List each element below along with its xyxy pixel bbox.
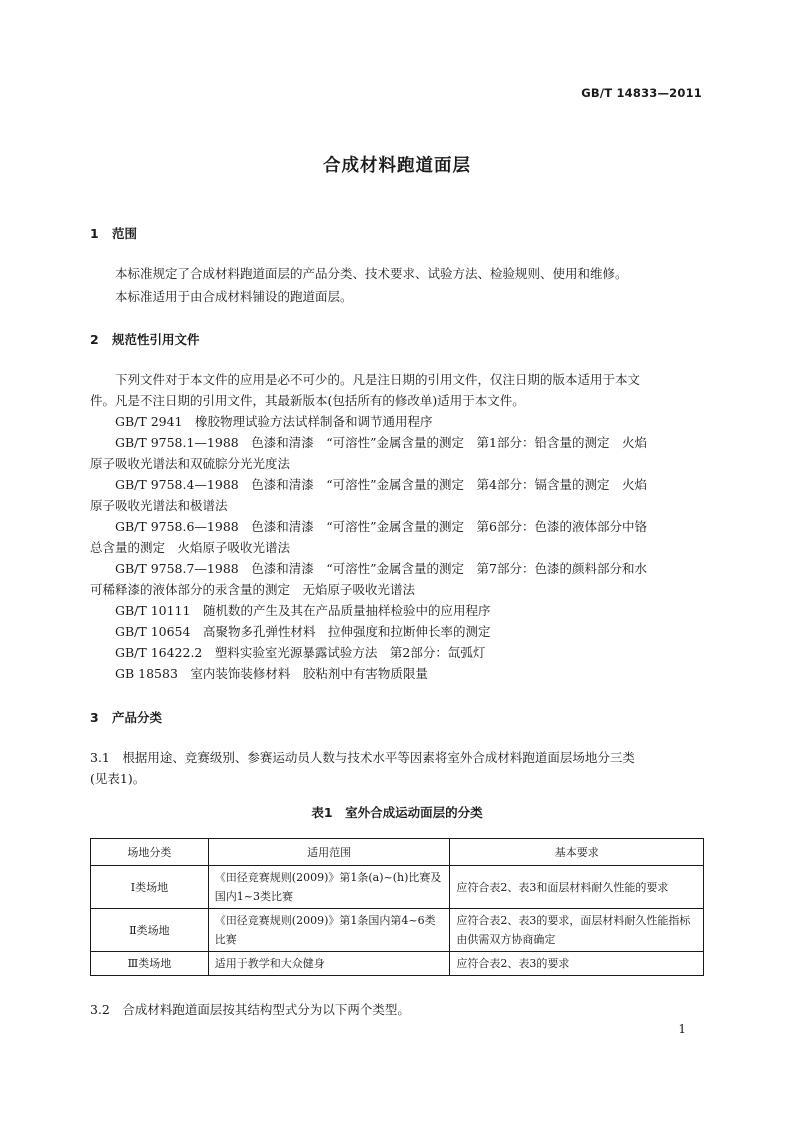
table-1-title: 表1 室外合成运动面层的分类 <box>311 805 483 820</box>
section-title: 规范性引用文件 <box>112 332 200 347</box>
clause-3-1-continuation: (见表1)。 <box>90 771 146 786</box>
clause-3-1: 3.1 根据用途、竞赛级别、参赛运动员人数与技术水平等因素将室外合成材料跑道面层场地分三类 <box>90 750 635 765</box>
reference-entry: GB/T 10111 随机数的产生及其在产品质量抽样检验中的应用程序 <box>115 603 491 618</box>
column-header: 基本要求 <box>450 839 704 866</box>
section-number: 3 <box>90 710 99 725</box>
section-title: 范围 <box>112 226 138 241</box>
reference-entry: GB/T 9758.4—1988 色漆和清漆 “可溶性”金属含量的测定 第4部分：镉含量的测定 火焰 <box>115 477 647 492</box>
table-cell: 应符合表2、表3的要求 <box>450 952 704 976</box>
table-cell: 适用于教学和大众健身 <box>208 952 450 976</box>
column-header: 适用范围 <box>208 839 450 866</box>
page-number: 1 <box>678 1022 686 1036</box>
reference-entry-continuation: 原子吸收光谱法和双硫腙分光光度法 <box>90 456 291 471</box>
table-cell: 应符合表2、表3和面层材料耐久性能的要求 <box>450 866 704 909</box>
paragraph: 件。凡是不注日期的引用文件，其最新版本(包括所有的修改单)适用于本文件。 <box>90 393 525 408</box>
reference-entry: GB/T 10654 高聚物多孔弹性材料 拉伸强度和拉断伸长率的测定 <box>115 624 491 639</box>
reference-entry: GB/T 16422.2 塑料实验室光源暴露试验方法 第2部分：氙弧灯 <box>115 645 486 660</box>
reference-entry-continuation: 可稀释漆的液体部分的汞含量的测定 无焰原子吸收光谱法 <box>90 582 416 597</box>
reference-entry: GB 18583 室内装饰装修材料 胶粘剂中有害物质限量 <box>115 666 428 681</box>
section-2-heading <box>90 330 200 348</box>
table-cell: 应符合表2、表3的要求，面层材料耐久性能指标由供需双方协商确定 <box>450 909 704 952</box>
section-number: 1 <box>90 226 99 241</box>
section-3-heading <box>90 708 162 726</box>
table-cell: 《田径竞赛规则(2009)》第1条(a)~(h)比赛及国内1~3类比赛 <box>208 866 450 909</box>
reference-entry: GB/T 9758.1—1988 色漆和清漆 “可溶性”金属含量的测定 第1部分：铅含量的测定 火焰 <box>115 435 647 450</box>
table-row <box>91 952 704 976</box>
document-title: 合成材料跑道面层 <box>323 156 471 176</box>
classification-table <box>90 838 704 976</box>
paragraph: 下列文件对于本文件的应用是必不可少的。凡是注日期的引用文件，仅注日期的版本适用于本文 <box>115 372 641 387</box>
table-cell: 《田径竞赛规则(2009)》第1条国内第4~6类比赛 <box>208 909 450 952</box>
section-number: 2 <box>90 332 99 347</box>
reference-entry: GB/T 2941 橡胶物理试验方法试样制备和调节通用程序 <box>115 414 433 429</box>
reference-entry: GB/T 9758.6—1988 色漆和清漆 “可溶性”金属含量的测定 第6部分：色漆的液体部分中铬 <box>115 519 647 534</box>
table-row <box>91 909 704 952</box>
clause-3-2: 3.2 合成材料跑道面层按其结构型式分为以下两个类型。 <box>90 1002 410 1017</box>
table-row <box>91 866 704 909</box>
section-1-heading <box>90 224 137 242</box>
section-title: 产品分类 <box>112 710 163 725</box>
column-header: 场地分类 <box>91 839 209 866</box>
reference-entry-continuation: 总含量的测定 火焰原子吸收光谱法 <box>90 540 291 555</box>
table-header-row <box>91 839 704 866</box>
paragraph: 本标准适用于由合成材料铺设的跑道面层。 <box>115 289 353 304</box>
reference-entry-continuation: 原子吸收光谱法和极谱法 <box>90 498 228 513</box>
table-cell: Ⅱ类场地 <box>91 909 209 952</box>
reference-entry: GB/T 9758.7—1988 色漆和清漆 “可溶性”金属含量的测定 第7部分：色漆的颜料部分和水 <box>115 561 647 576</box>
paragraph: 本标准规定了合成材料跑道面层的产品分类、技术要求、试验方法、检验规则、使用和维修。 <box>115 266 628 281</box>
table-cell: Ⅰ类场地 <box>91 866 209 909</box>
table-cell: Ⅲ类场地 <box>91 952 209 976</box>
standard-code: GB/T 14833—2011 <box>581 86 702 100</box>
